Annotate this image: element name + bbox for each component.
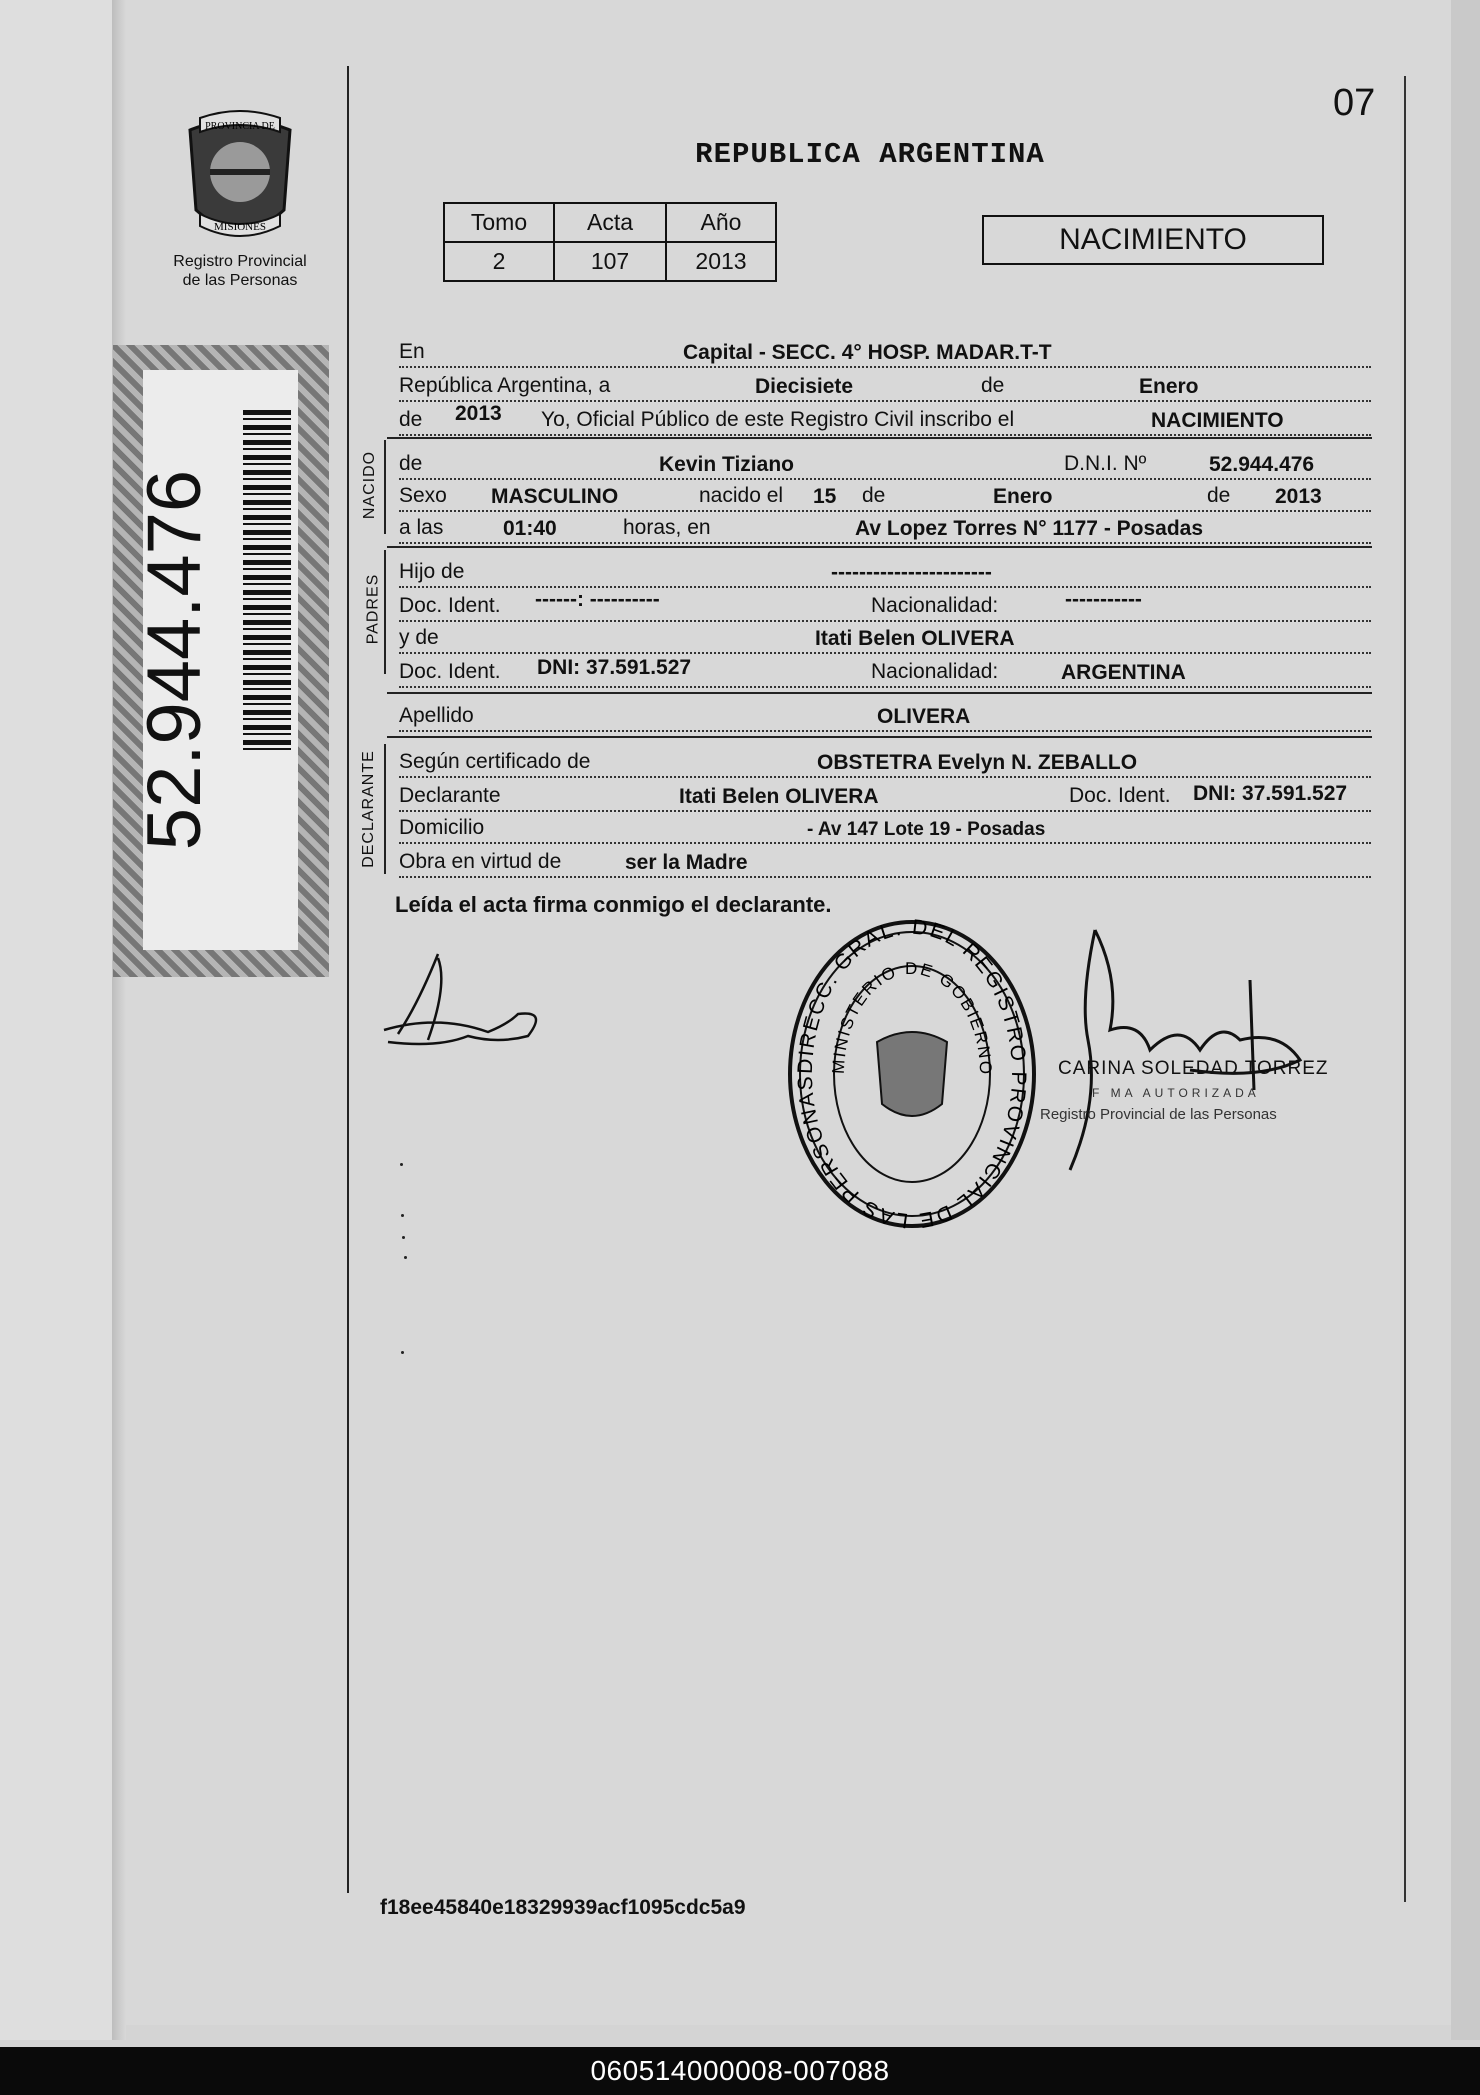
seal-inner-text: MINISTERIO DE GOBIERNO [828,958,996,1077]
nac2-value: ARGENTINA [1061,661,1186,684]
seal-outer-text: DIRECC. GRAL. DEL REGISTRO PROVINCIAL DE LAS PERSONAS [793,915,1031,1233]
doc1-value: ------: ---------- [535,588,660,611]
closing-statement: Leída el acta firma conmigo el declarante. [395,892,832,917]
logo-caption-line-2: de las Personas [182,272,298,289]
left-page-edge [0,0,115,2040]
nacido-dia: 15 [813,485,837,508]
nac2-label: Nacionalidad: [871,660,999,683]
separator [387,692,1372,694]
doc2-value: DNI: 37.591.527 [537,656,692,679]
horas-label: horas, en [623,516,711,539]
document-title: REPUBLICA ARGENTINA [695,138,1045,171]
ink-dot [401,1214,404,1217]
separator [387,437,1372,439]
row-declarante [399,780,1371,812]
declarante-label: Declarante [399,784,501,807]
ink-dot [402,1236,405,1239]
obra-value: ser la Madre [625,851,748,874]
right-margin-line [1404,76,1406,1902]
hijo-value: ----------------------- [831,561,992,584]
obra-label: Obra en virtud de [399,850,562,873]
row-apellido [399,700,1371,732]
declarant-signature [378,944,558,1054]
alas-label: a las [399,516,444,539]
row-fecha [399,370,1371,402]
nacido-mes: Enero [993,485,1053,508]
anio-label: de [399,408,423,431]
section-bracket [384,550,386,674]
value-acta: 107 [554,242,666,281]
nacido-anio-label: de [1207,484,1231,507]
dni-label: D.N.I. Nº [1064,452,1147,475]
officer-organization: Registro Provincial de las Personas [1040,1106,1277,1123]
en-value: Capital - SECC. 4° HOSP. MADAR.T-T [683,341,1052,364]
separator [387,546,1372,548]
anio-value: 2013 [455,402,502,425]
row-madre [399,622,1371,654]
madre-value: Itati Belen OLIVERA [815,627,1015,650]
apellido-label: Apellido [399,704,474,727]
domicilio-value: - Av 147 Lote 19 - Posadas [807,819,1046,840]
inscribo-label: Yo, Oficial Público de este Registro Civil inscribo el [541,408,1015,431]
nombre-label: de [399,452,423,475]
document-hash: f18ee45840e18329939acf1095cdc5a9 [380,1896,746,1919]
value-tomo: 2 [444,242,554,281]
logo-text-bottom: MISIONES [214,221,266,233]
row-hijo [399,556,1371,588]
ink-dot [400,1163,403,1166]
row-doc1 [399,590,1371,622]
right-page-edge [1451,0,1480,2040]
row-obra [399,846,1371,878]
footer-code-bar: 060514000008-007088 [0,2047,1480,2095]
logo-caption-line-1: Registro Provincial [173,253,307,270]
decl-doc-value: DNI: 37.591.527 [1193,782,1348,805]
nacido-anio: 2013 [1275,485,1322,508]
row-sexo [399,480,1371,512]
nac1-value: ----------- [1065,588,1142,611]
doc1-label: Doc. Ident. [399,594,501,617]
header-acta: Acta [554,203,666,242]
domicilio-label: Domicilio [399,816,485,839]
doc2-label: Doc. Ident. [399,660,501,683]
lugar-value: Av Lopez Torres N° 1177 - Posadas [855,517,1204,540]
row-hora [399,512,1371,544]
certificado-label: Según certificado de [399,750,591,773]
section-bracket [384,744,386,874]
dni-sticker [113,345,329,977]
officer-name: CARINA SOLEDAD TORREZ [1058,1058,1329,1079]
ink-dot [401,1351,404,1354]
barcode-icon [243,410,291,750]
official-seal-icon [782,914,1042,1234]
row-inscribo [399,404,1371,436]
officer-signature [1040,920,1340,1180]
section-label-padres: PADRES [364,573,382,645]
separator [387,736,1372,738]
republica-label: República Argentina, a [399,374,611,397]
apellido-value: OLIVERA [877,705,971,728]
sexo-label: Sexo [399,484,447,507]
page-number: 07 [1333,82,1376,124]
binding-fold [112,0,126,2040]
sexo-value: MASCULINO [491,485,619,508]
hijo-label: Hijo de [399,560,465,583]
yde-label: y de [399,626,439,649]
sticker-number: 52.944.476 [132,469,217,851]
record-type-box: NACIMIENTO [982,215,1324,265]
dia-value: Diecisiete [755,375,854,398]
nacido-label: nacido el [699,484,784,507]
ink-dot [404,1256,407,1259]
dni-value: 52.944.476 [1209,453,1315,476]
logo-text-top: PROVINCIA DE [205,121,275,132]
en-label: En [399,340,425,363]
value-anio: 2013 [666,242,776,281]
register-table [443,202,777,282]
hora-value: 01:40 [503,517,557,540]
row-domicilio [399,812,1371,844]
row-certificado [399,746,1371,778]
left-margin-line [347,66,349,1893]
decl-doc-label: Doc. Ident. [1069,784,1171,807]
row-doc2 [399,656,1371,688]
section-bracket [384,440,386,534]
logo-caption [150,252,330,290]
nombre-value: Kevin Tiziano [659,453,794,476]
province-shield-logo [180,110,300,250]
nac1-label: Nacionalidad: [871,594,999,617]
row-en [399,336,1371,368]
section-label-nacido: NACIDO [361,450,379,520]
section-label-declarante: DECLARANTE [359,750,377,868]
nacido-de-label: de [862,484,886,507]
header-anio: Año [666,203,776,242]
de-label: de [981,374,1005,397]
mes-value: Enero [1139,375,1199,398]
officer-title: F MA AUTORIZADA [1092,1086,1260,1100]
certificado-value: OBSTETRA Evelyn N. ZEBALLO [817,751,1138,774]
declarante-value: Itati Belen OLIVERA [679,785,879,808]
inscribo-value: NACIMIENTO [1151,409,1284,432]
header-tomo: Tomo [444,203,554,242]
row-nombre [399,448,1371,480]
